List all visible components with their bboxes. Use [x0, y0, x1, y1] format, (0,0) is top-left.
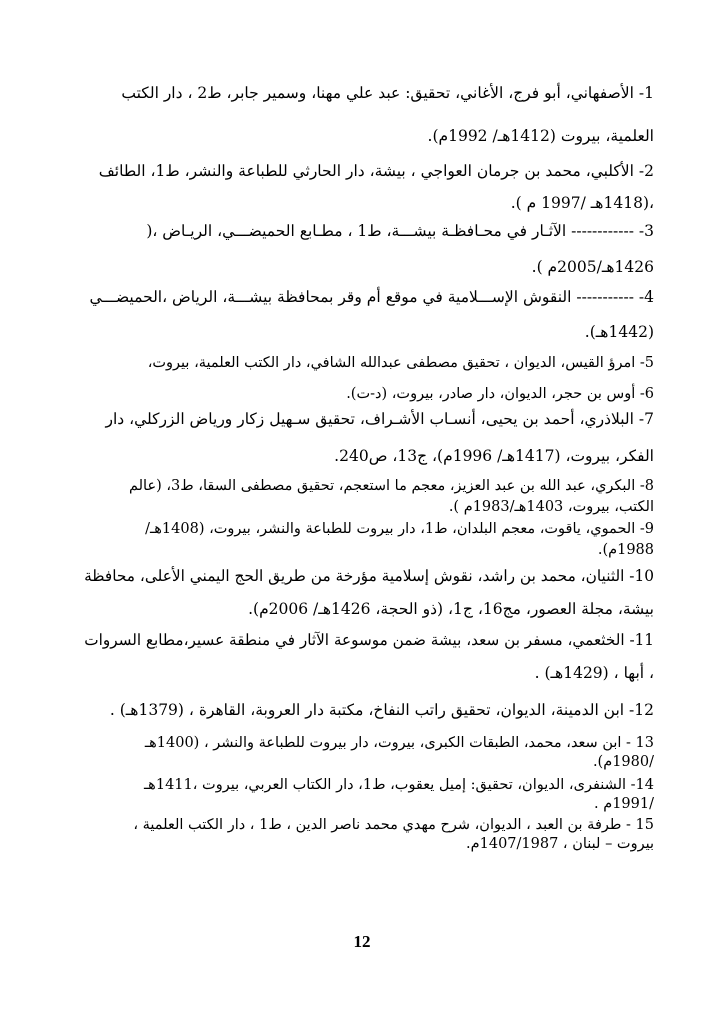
- reference-entry: [84, 569, 654, 617]
- reference-line: (1442هـ).: [584, 322, 654, 341]
- reference-entry: [84, 818, 654, 852]
- reference-line: /1980م).: [592, 754, 654, 770]
- reference-line: الفكر، بيروت، (1417هـ/ 1996م)، ج13، ص240.: [334, 446, 654, 465]
- reference-line: 6- أوس بن حجر، الديوان، دار صادر، بيروت، (د-ت).: [346, 385, 654, 402]
- reference-line: ، أبها ، (1429هـ) .: [534, 663, 654, 682]
- reference-line: 15 - طرفة بن العبد ، الديوان، شرح مهدي محمد ناصر الدين ، ط1 ، دار الكتب العلمية ،: [133, 816, 654, 833]
- reference-line: 1988م).: [597, 541, 654, 558]
- reference-entry: [84, 736, 654, 770]
- reference-line: الكتب، بيروت، 1403هـ/1983م ).: [448, 498, 654, 515]
- reference-line: 3- ------------ الآثـار في محـافظـة بيشـــة، ط1 ، مطـابع الحميضـــي، الريـاض ،(: [146, 222, 654, 240]
- reference-line: 1- الأصفهاني، أبو فرج، الأغاني، تحقيق: عبد علي مهنا، وسمير جابر، ط2 ، دار الكتب: [121, 84, 654, 102]
- reference-line: 10- الثنيان، محمد بن راشد، نقوش إسلامية مؤرخة من طريق الحج اليمني الأعلى، محافظة: [84, 567, 654, 585]
- reference-line: 4- ----------- النقوش الإســـلامية في موقع أم وقر بمحافظة بيشـــة، الرياض ،الحميضـــي: [89, 288, 654, 306]
- reference-entry: [84, 356, 654, 371]
- reference-line: 2- الأكلبي، محمد بن جرمان العواجي ، بيشة، دار الحارثي للطباعة والنشر، ط1، الطائف: [98, 162, 654, 180]
- reference-line: بيشة، مجلة العصور، مج16، ج1، (ذو الحجة، 1426هـ/ 2006م).: [248, 599, 654, 618]
- reference-line: 11- الخثعمي، مسفر بن سعد، بيشة ضمن موسوعة الآثار في منطقة عسير،مطابع السروات: [84, 631, 654, 649]
- reference-entry: [84, 522, 654, 557]
- reference-line: 1426هـ/2005م ).: [531, 257, 654, 276]
- reference-line: 7- البلاذري، أحمد بن يحيى، أنسـاب الأشـراف، تحقيق سـهيل زكار ورياض الزركلي، دار: [105, 410, 654, 428]
- reference-line: بيروت – لبنان ، 1407/1987م.: [466, 836, 654, 852]
- reference-line: 5- امرؤ القيس، الديوان ، تحقيق مصطفى عبدالله الشافي، دار الكتب العلمية، بيروت،: [147, 355, 654, 371]
- reference-line: 12- ابن الدمينة، الديوان، تحقيق راتب النفاخ، مكتبة دار العروبة، القاهرة ، (1379هـ) .: [109, 701, 654, 719]
- reference-entry: [84, 387, 654, 402]
- reference-line: /1991م .: [594, 796, 654, 812]
- reference-entry: [84, 86, 654, 144]
- reference-line: 9- الحموي، ياقوت، معجم البلدان، ط1، دار بيروت للطباعة والنشر، بيروت، (1408هـ/: [145, 521, 654, 537]
- page-number: 12: [353, 932, 371, 951]
- reference-entry: [84, 412, 654, 464]
- reference-line: 14- الشنفرى، الديوان، تحقيق: إميل يعقوب، ط1، دار الكتاب العربي، بيروت ،1411هـ: [143, 776, 654, 793]
- reference-line: 8- البكري، عبد الله بن عبد العزيز، معجم ما استعجم، تحقيق مصطفى السقا، ط3، (عالم: [128, 478, 654, 494]
- reference-entry: [84, 703, 654, 719]
- reference-entry: [84, 778, 654, 812]
- reference-entry: [84, 633, 654, 681]
- reference-entry: [84, 290, 654, 340]
- reference-line: العلمية، بيروت (1412هـ/ 1992م).: [427, 126, 654, 145]
- reference-entry: [84, 224, 654, 275]
- reference-line: 13 - ابن سعد، محمد، الطبقات الكبرى، بيروت، دار بيروت للطباعة والنشر ، (1400هـ: [144, 734, 654, 751]
- reference-entry: [84, 164, 654, 211]
- reference-line: ،(1418هـ /1997 م ).: [510, 193, 654, 212]
- reference-entry: [84, 479, 654, 514]
- references-list: [84, 86, 654, 852]
